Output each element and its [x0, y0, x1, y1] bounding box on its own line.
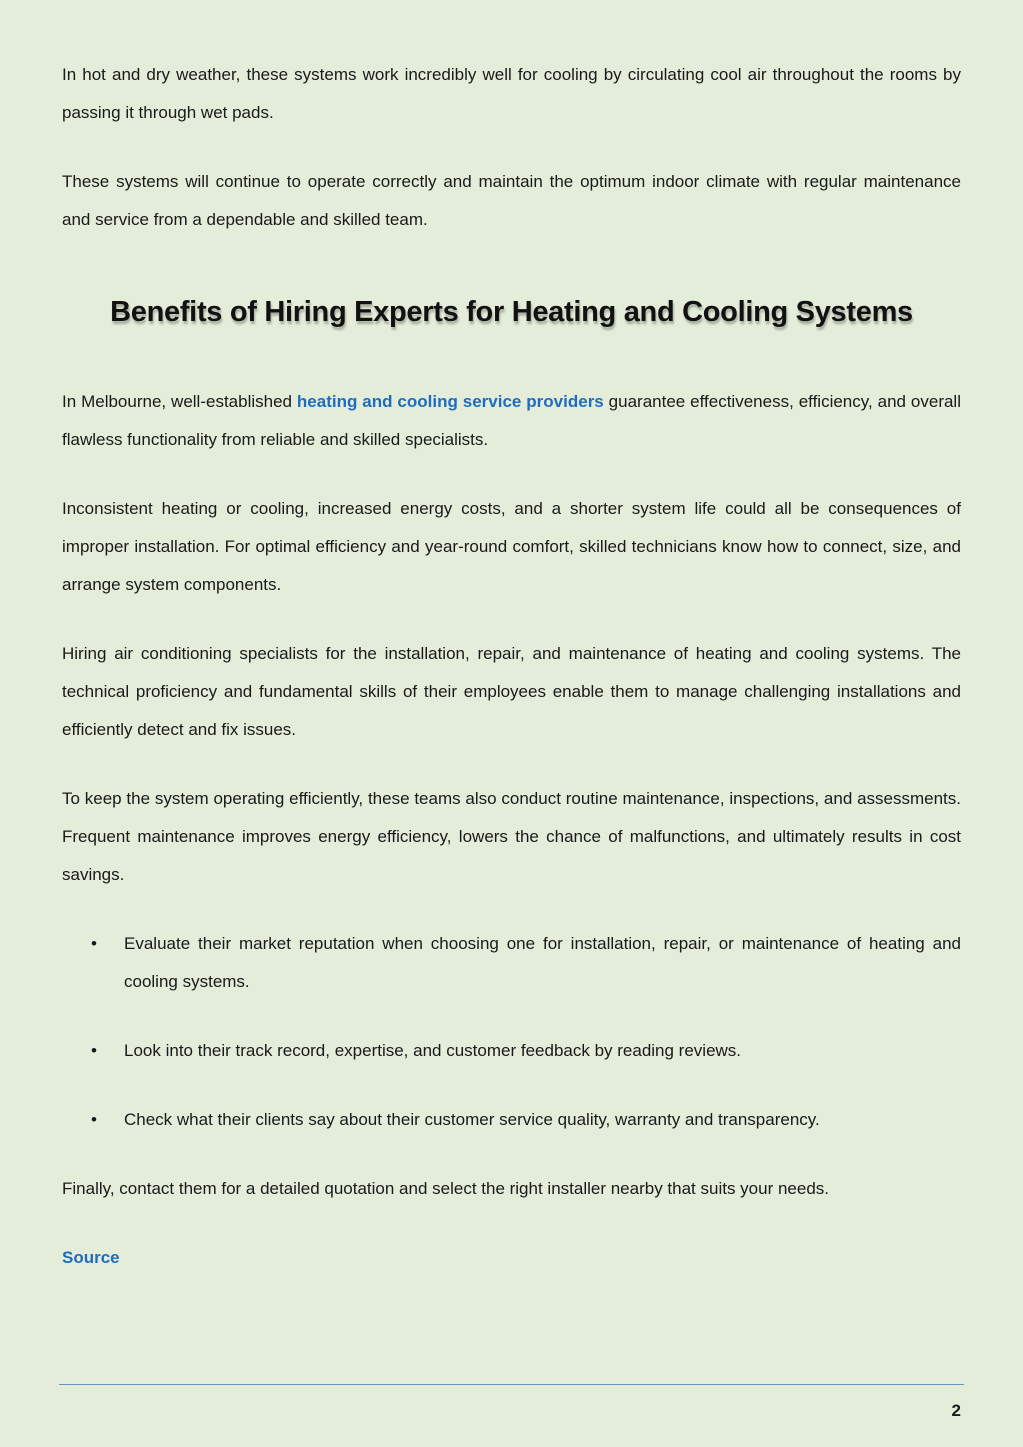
- bullet-icon: •: [91, 1041, 97, 1060]
- source-link[interactable]: Source: [62, 1248, 120, 1267]
- list-item: [62, 925, 961, 1001]
- list-item-text: Evaluate their market reputation when choosing one for installation, repair, or maintenance of heating and cooling systems.: [124, 934, 961, 991]
- section-heading: Benefits of Hiring Experts for Heating and Cooling Systems: [110, 296, 913, 328]
- closing-paragraph: Finally, contact them for a detailed quotation and select the right installer nearby that suits your needs.: [62, 1179, 830, 1198]
- melbourne-paragraph: [62, 383, 961, 459]
- specialists-paragraph: Hiring air conditioning specialists for the installation, repair, and maintenance of heating and cooling systems. The technical proficiency and fundamental skills of their employees enable them to manage challenging installations and efficiently detect and fix issues.: [62, 644, 961, 739]
- list-item: [62, 1101, 961, 1139]
- list-item: [62, 1032, 961, 1070]
- installation-paragraph: Inconsistent heating or cooling, increased energy costs, and a shorter system life could all be consequences of improper installation. For optimal efficiency and year-round comfort, skilled technicians know how to connect, size, and arrange system components.: [62, 499, 961, 594]
- list-item-text: Check what their clients say about their customer service quality, warranty and transparency.: [124, 1110, 820, 1129]
- footer-divider: [59, 1384, 964, 1385]
- page-number: 2: [951, 1401, 961, 1420]
- tips-list: [62, 925, 961, 1139]
- document-page: [62, 56, 961, 1277]
- source-line: [62, 1239, 961, 1277]
- maintenance-paragraph: To keep the system operating efficiently, these teams also conduct routine maintenance, inspections, and assessments. Frequent maintenance improves energy efficiency, lowers the chance of malfunctions, and ultimately results in cost savings.: [62, 789, 961, 884]
- intro-paragraph-2: These systems will continue to operate correctly and maintain the optimum indoor climate with regular maintenance and service from a dependable and skilled team.: [62, 172, 961, 229]
- bullet-icon: •: [91, 1110, 97, 1129]
- bullet-icon: •: [91, 934, 97, 953]
- melbourne-text-start: In Melbourne, well-established: [62, 392, 297, 411]
- melbourne-text-end: guarantee effectiveness, efficiency, and overall flawless functionality from reliable and skilled specialists.: [62, 392, 961, 449]
- service-providers-link[interactable]: heating and cooling service providers: [296, 392, 604, 411]
- intro-paragraph-1: In hot and dry weather, these systems work incredibly well for cooling by circulating cool air throughout the rooms by passing it through wet pads.: [62, 65, 961, 122]
- list-item-text: Look into their track record, expertise, and customer feedback by reading reviews.: [124, 1041, 742, 1060]
